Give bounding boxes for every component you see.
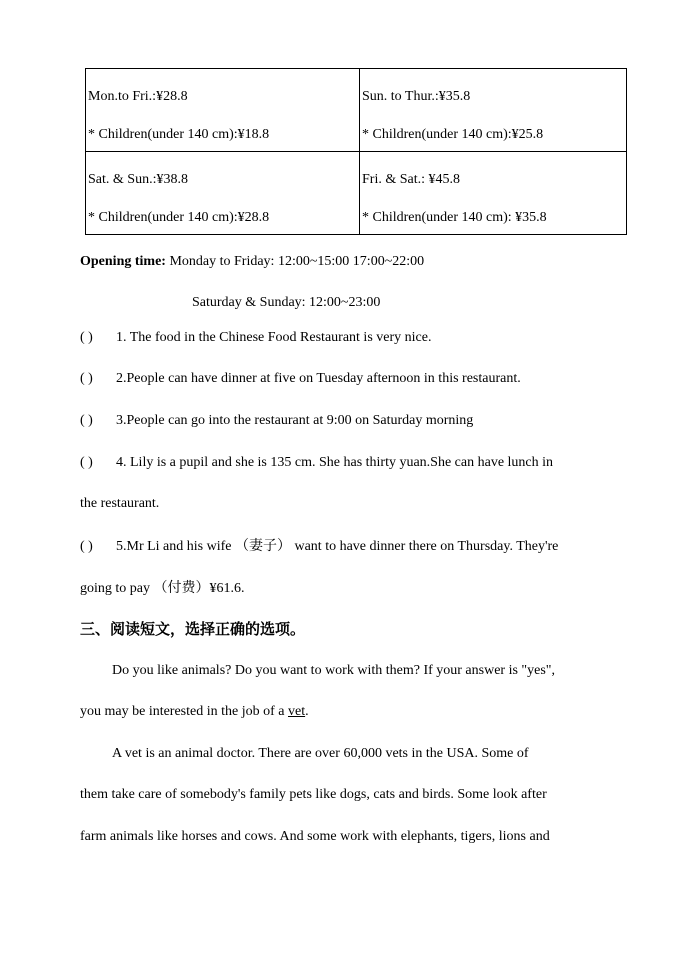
paragraph-line: Do you like animals? Do you want to work with them? If your answer is "yes", [112, 663, 556, 678]
opening-time-label: Opening time: [80, 254, 166, 269]
answer-blank: ( ) [80, 413, 93, 428]
price-children-text: * Children(under 140 cm): ¥35.8 [362, 210, 547, 225]
paragraph-line: A vet is an animal doctor. There are over 60,000 vets in the USA. Some of [112, 746, 529, 761]
opening-weekend-text: Saturday & Sunday: 12:00~23:00 [192, 295, 381, 310]
price-children-text: * Children(under 140 cm):¥18.8 [88, 127, 270, 142]
paragraph-line [80, 702, 309, 722]
question-text: going to pay [80, 581, 154, 596]
opening-weekdays-text: Monday to Friday: 12:00~15:00 17:00~22:00 [165, 254, 425, 269]
question-3 [80, 411, 473, 431]
section-heading: 三、阅读短文，选择正确的选项。 [80, 620, 306, 638]
question-4 [80, 453, 553, 473]
underlined-word: vet [288, 704, 306, 719]
question-text: 1. The food in the Chinese Food Restaurant is very nice. [116, 330, 432, 345]
chinese-gloss: （付费） [153, 580, 210, 596]
question-5-continued [80, 578, 245, 599]
question-4-continued: the restaurant. [80, 496, 160, 511]
table-cell [86, 69, 360, 152]
question-text: 3.People can go into the restaurant at 9:00 on Saturday morning [116, 413, 474, 428]
question-text: 2.People can have dinner at five on Tuesday afternoon in this restaurant. [116, 371, 521, 386]
question-text: want to have dinner there on Thursday. They're [290, 539, 559, 554]
table-row [86, 152, 627, 235]
price-children-text: * Children(under 140 cm):¥25.8 [362, 127, 544, 142]
answer-blank: ( ) [80, 330, 93, 345]
paragraph-line: farm animals like horses and cows. And some work with elephants, tigers, lions and [80, 829, 550, 844]
question-text: 5.Mr Li and his wife [116, 539, 235, 554]
price-weekend-text: Fri. & Sat.: ¥45.8 [362, 172, 461, 187]
price-weekend-text: Sat. & Sun.:¥38.8 [88, 172, 188, 187]
question-text: ¥61.6. [209, 581, 245, 596]
chinese-gloss: （妻子） [234, 538, 291, 554]
question-text: 4. Lily is a pupil and she is 135 cm. She has thirty yuan.She can have lunch in [116, 455, 554, 470]
opening-time-line [80, 252, 424, 272]
paragraph-text: you may be interested in the job of a [80, 704, 288, 719]
table-cell [360, 152, 627, 235]
answer-blank: ( ) [80, 371, 93, 386]
answer-blank: ( ) [80, 455, 93, 470]
answer-blank: ( ) [80, 539, 93, 554]
price-weekday-text: Sun. to Thur.:¥35.8 [362, 89, 471, 104]
table-cell [360, 69, 627, 152]
table-row [86, 69, 627, 152]
question-5 [80, 536, 558, 557]
table-cell [86, 152, 360, 235]
paragraph-text: . [305, 704, 309, 719]
price-children-text: * Children(under 140 cm):¥28.8 [88, 210, 270, 225]
price-table [85, 68, 627, 235]
paragraph-line: them take care of somebody's family pets like dogs, cats and birds. Some look after [80, 787, 547, 802]
question-2 [80, 369, 521, 389]
question-1 [80, 328, 431, 348]
price-weekday-text: Mon.to Fri.:¥28.8 [88, 89, 188, 104]
